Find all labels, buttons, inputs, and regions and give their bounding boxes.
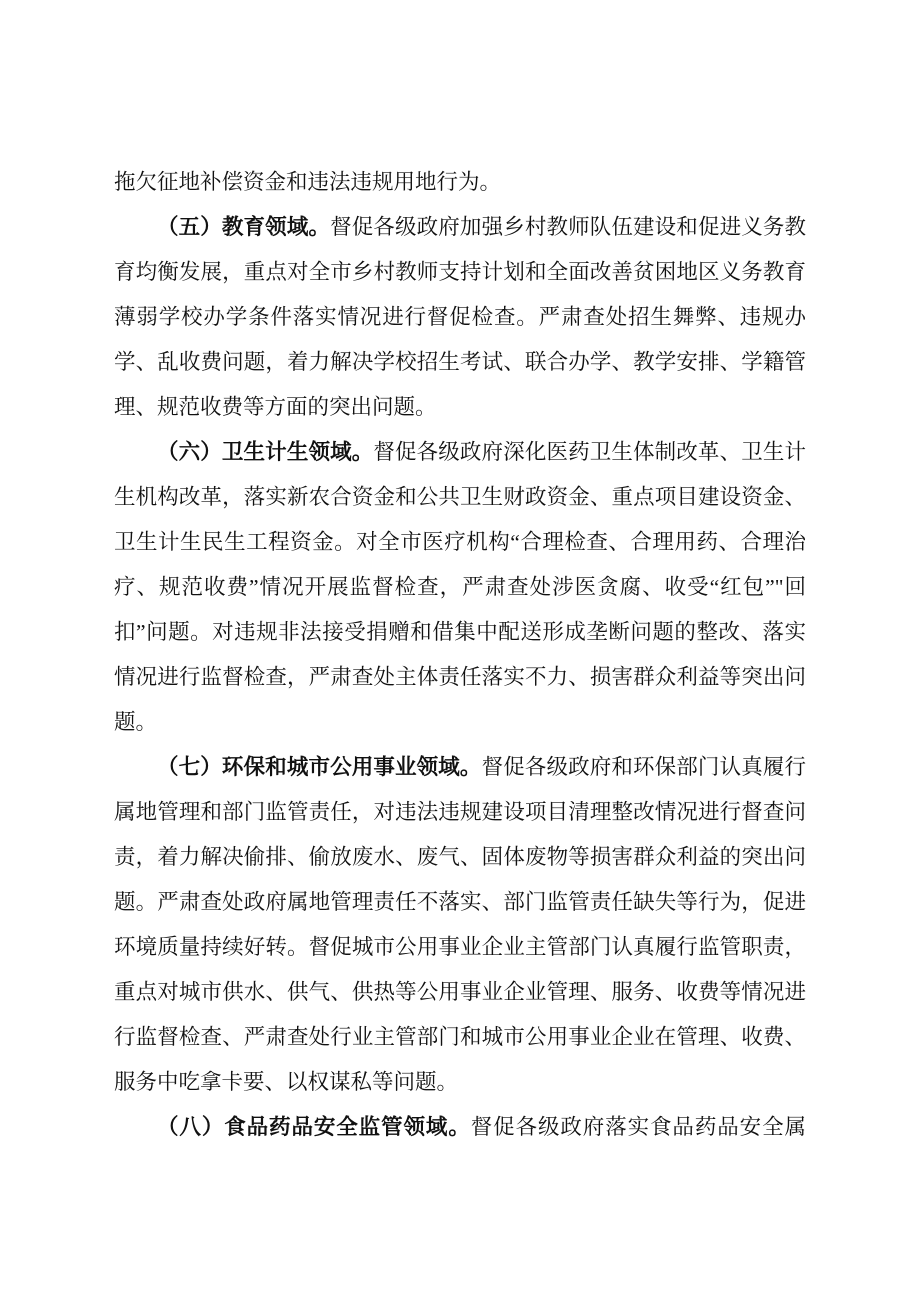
paragraph-text: 督促各级政府和环保部门认真履行属地管理和部门监管责任，对违法违规建设项目清理整改情况进行督查问责，着力解决偷排、偷放废水、废气、固体废物等损害群众利益的突出问题。严肃查处政府属地管理责任不落实、部门监管责任缺失等行为，促进环境质量持续好转。督促城市公用事业企业主管部门认真履行监管职责，重点对城市供水、供气、供热等公用事业企业管理、服务、收费等情况进行监督检查、严肃查处行业主管部门和城市公用事业企业在管理、收费、服务中吃拿卡要、以权谋私等问题。 [114, 755, 806, 1094]
section-paragraph-food-drug-safety [114, 1105, 806, 1150]
section-paragraph-education [114, 205, 806, 430]
section-heading: （五）教育领域。 [157, 215, 331, 239]
section-heading: （八）食品药品安全监管领域。 [157, 1115, 471, 1139]
paragraph-text: 督促各级政府落实食品药品安全属 [470, 1115, 806, 1139]
section-paragraph-health [114, 430, 806, 745]
section-heading: （七）环保和城市公用事业领域。 [157, 755, 482, 779]
paragraph-text: 拖欠征地补偿资金和违法违规用地行为。 [114, 170, 502, 194]
paragraph-text: 督促各级政府加强乡村教师队伍建设和促进义务教育均衡发展，重点对全市乡村教师支持计划和全面改善贫困地区义务教育薄弱学校办学条件落实情况进行督促检查。严肃查处招生舞弊、违规办学、乱收费问题，着力解决学校招生考试、联合办学、教学安排、学籍管理、规范收费等方面的突出问题。 [114, 215, 806, 419]
paragraph-text: 督促各级政府深化医药卫生体制改革、卫生计生机构改革，落实新农合资金和公共卫生财政资金、重点项目建设资金、卫生计生民生工程资金。对全市医疗机构“合理检查、合理用药、合理治疗、规范收费”情况开展监督检查，严肃查处涉医贪腐、收受“红包”"回扣”问题。对违规非法接受捐赠和借集中配送形成垄断问题的整改、落实情况进行监督检查，严肃查处主体责任落实不力、损害群众利益等突出问题。 [114, 440, 806, 734]
paragraph-continuation [114, 160, 806, 205]
section-paragraph-environment-utilities [114, 745, 806, 1105]
section-heading: （六）卫生计生领域。 [157, 440, 374, 464]
